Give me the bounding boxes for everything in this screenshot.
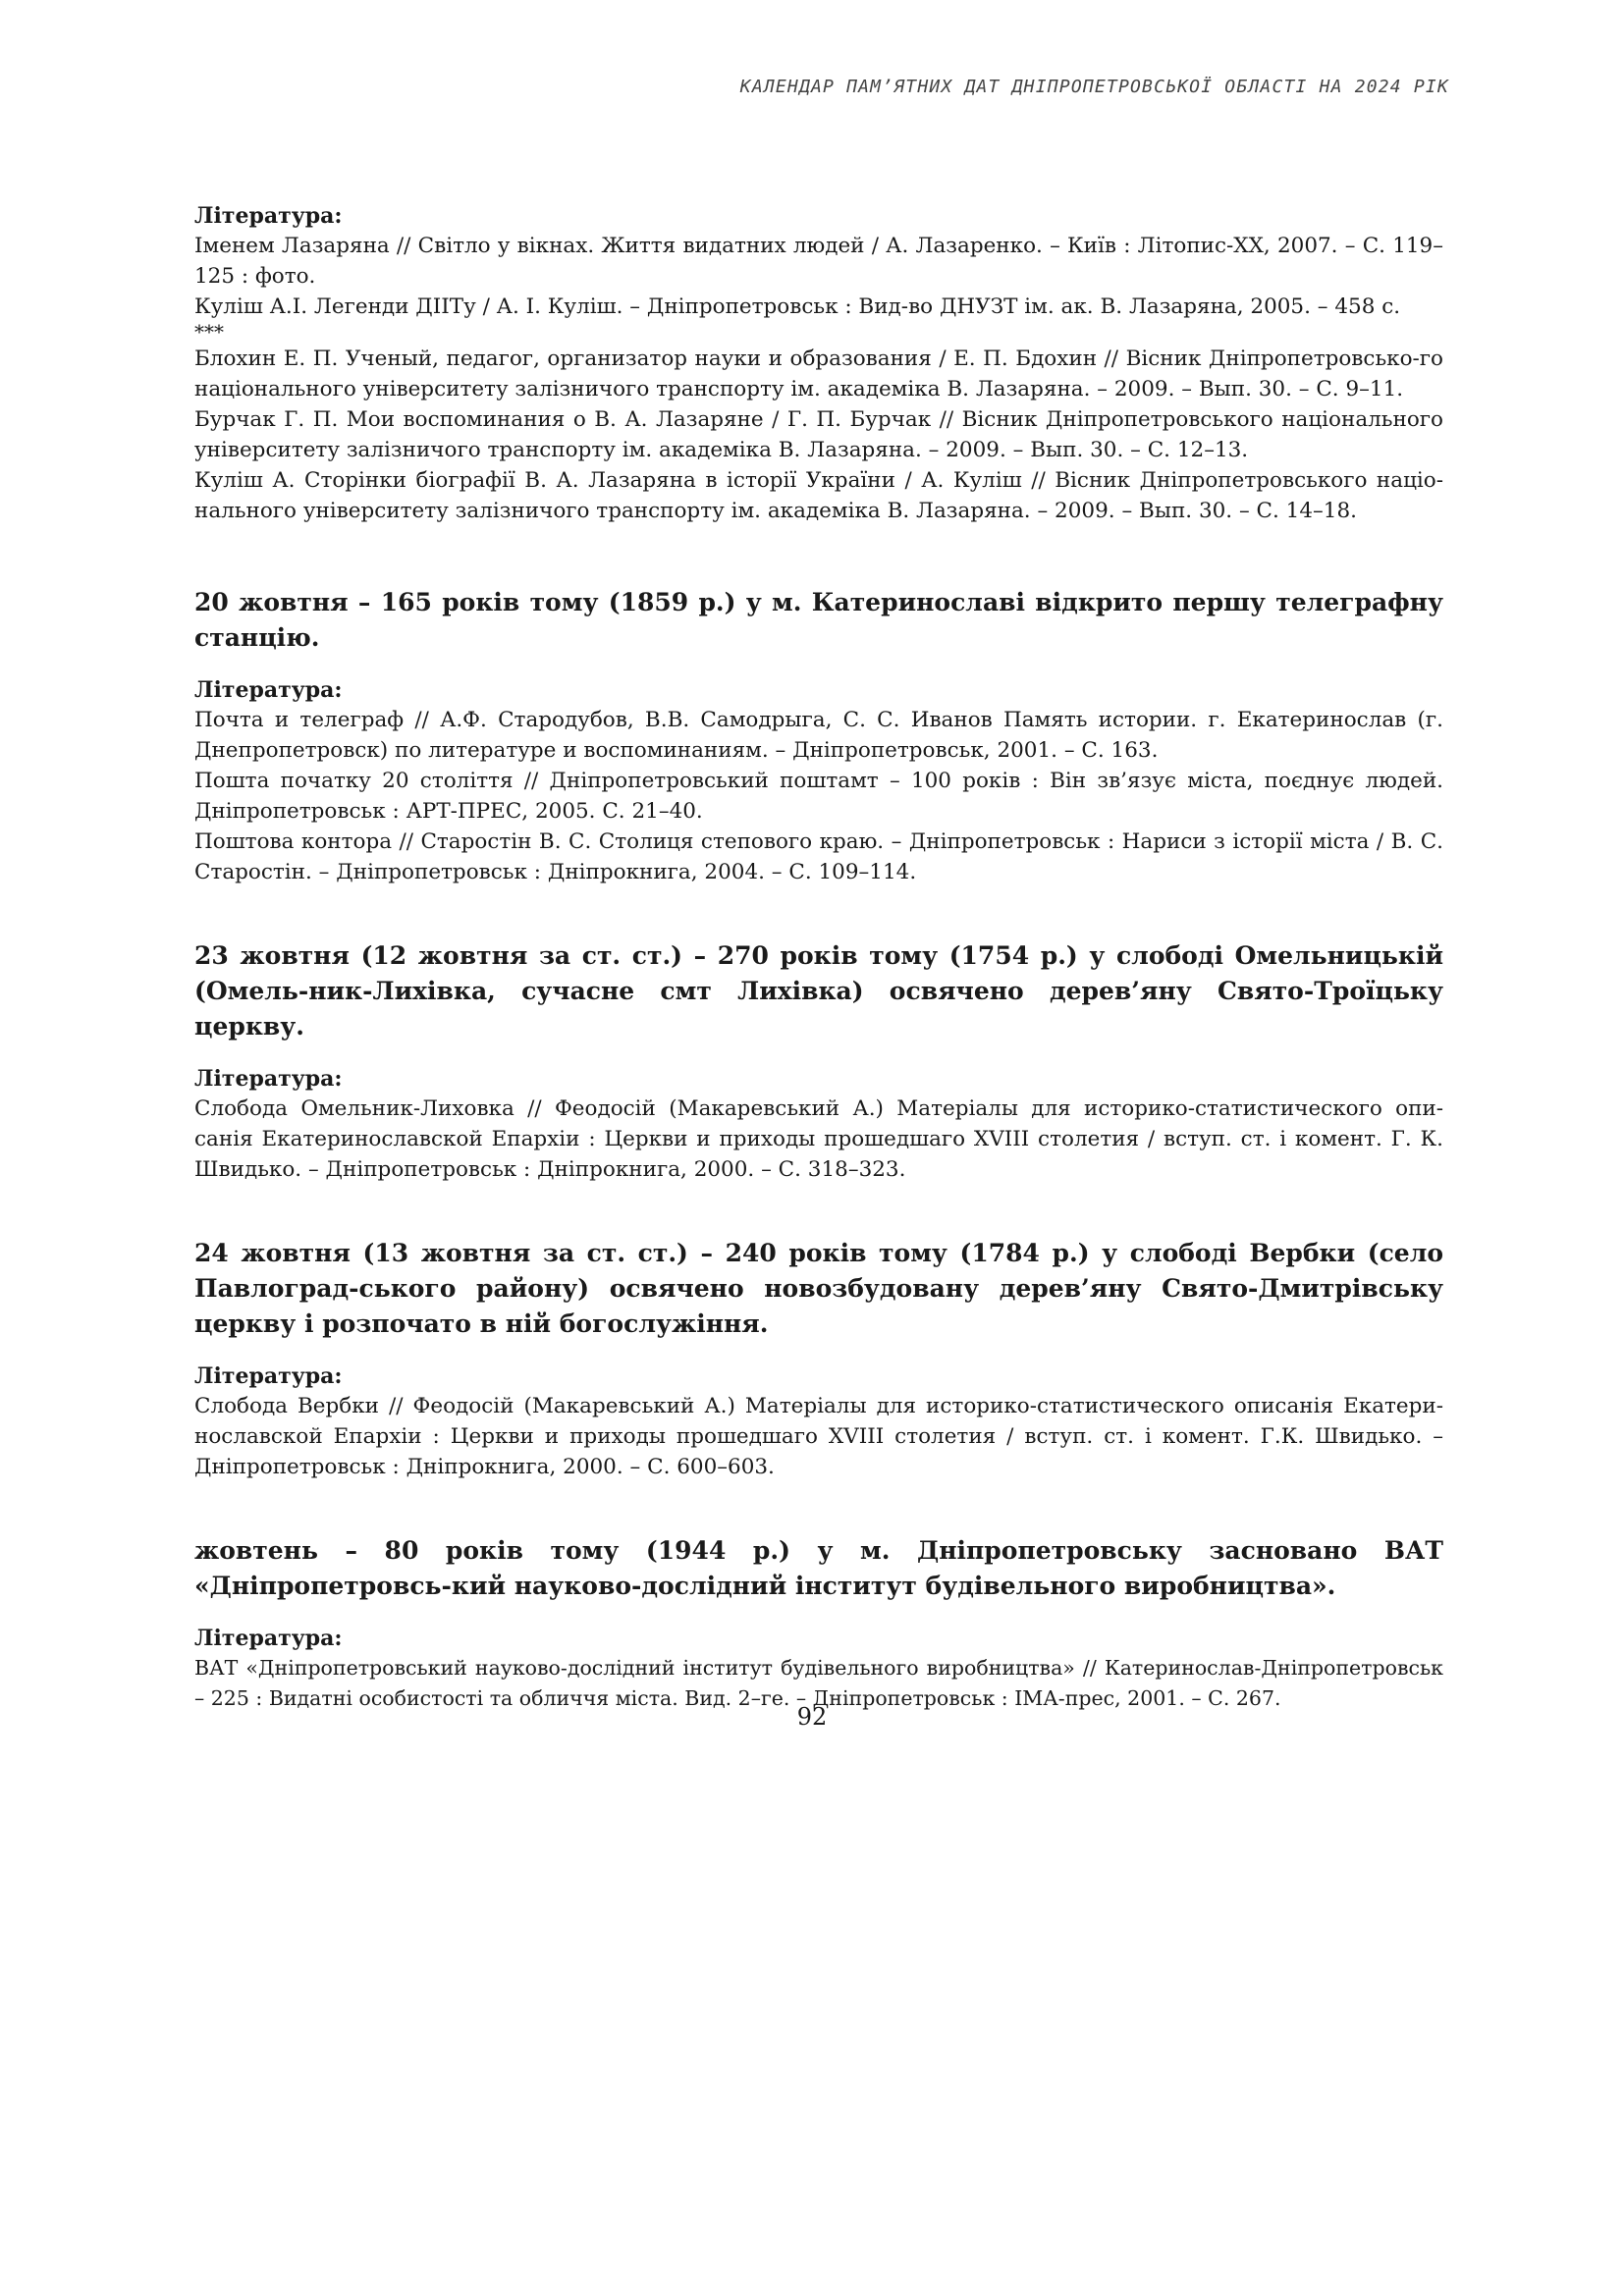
event-title: 20 жовтня – 165 років тому (1859 р.) у м. Катеринославі відкрито першу телеграфну станцію.	[194, 588, 1443, 652]
separator-asterisks: ***	[194, 320, 224, 344]
reference-entry: Слобода Омельник-Лиховка // Феодосій (Макаревський А.) Матеріалы для историко-статистического опи-санія Екатеринославской Епархіи : Церкви и приходы прошедшаго XVIII столетия / вступ. ст. і комент. Г. К. Швидько. – Дніпропетровськ : Дніпрокнига, 2000. – С. 318–323.	[194, 1096, 1443, 1182]
reference-entry: Слобода Вербки // Феодосій (Макаревський А.) Матеріалы для историко-статистического описанія Екатери-нославской Епархіи : Церкви и приходы прошедшаго XVIII столетия / вступ. ст. і комент. Г.К. Швидько. – Дніпропетровськ : Дніпрокнига, 2000. – С. 600–603.	[194, 1394, 1443, 1479]
event-entry	[194, 585, 1443, 887]
literature-label: Література:	[194, 1626, 343, 1651]
running-header: КАЛЕНДАР ПАМ’ЯТНИХ ДАТ ДНІПРОПЕТРОВСЬКОЇ ОБЛАСТІ НА 2024 РІК	[739, 77, 1449, 97]
event-entry	[194, 1236, 1443, 1482]
reference-entry: Блохин Е. П. Ученый, педагог, организатор науки и образования / Е. П. Бдохин // Вісник Дніпропетровсько-го національного університету залізничого транспорту ім. академіка В. Лазаряна. – 2009. – Вып. 30. – С. 9–11.	[194, 347, 1443, 401]
reference-entry: Бурчак Г. П. Мои воспоминания о В. А. Лазаряне / Г. П. Бурчак // Вісник Дніпропетровського національного університету залізничого транспорту ім. академіка В. Лазаряна. – 2009. – Вып. 30. – С. 12–13.	[194, 407, 1443, 462]
reference-entry: Куліш А. Сторінки біографії В. А. Лазаряна в історії України / А. Куліш // Вісник Дніпропетровського націо-нального університету залізничого транспорту ім. академіка В. Лазаряна. – 2009. – Вып. 30. – С. 14–18.	[194, 468, 1443, 523]
page-number: 92	[796, 1703, 828, 1731]
literature-label: Література:	[194, 203, 343, 229]
event-entry	[194, 938, 1443, 1185]
reference-entry: ВАТ «Дніпропетровський науково-дослідний інститут будівельного виробництва» // Катеринослав-Дніпропетровськ – 225 : Видатні особистості та обличчя міста. Вид. 2–ге. – Дніпропетровськ : ІМА-прес, 2001. – С. 267.	[194, 1656, 1443, 1710]
event-title: 23 жовтня (12 жовтня за ст. ст.) – 270 років тому (1754 р.) у слободі Омельницькій (Омель-ник-Лихівка, сучасне смт Лихівка) освячено дерев’яну Свято-Троїцьку церкву.	[194, 941, 1443, 1041]
literature-label: Література:	[194, 1066, 343, 1092]
event-entry	[194, 1533, 1443, 1714]
reference-entry: Іменем Лазаряна // Світло у вікнах. Життя видатних людей / А. Лазаренко. – Київ : Літопис-ХХ, 2007. – С. 119–125 : фото.	[194, 234, 1443, 289]
event-title: 24 жовтня (13 жовтня за ст. ст.) – 240 років тому (1784 р.) у слободі Вербки (село Павлоград-ського району) освячено новозбудовану дерев’яну Свято-Дмитрівську церкву і розпочато в ній богослужіння.	[194, 1239, 1443, 1338]
top-literature-block	[194, 201, 1443, 526]
literature-label: Література:	[194, 677, 343, 703]
literature-label: Література:	[194, 1363, 343, 1389]
reference-entry: Поштова контора // Старостін В. С. Столиця степового краю. – Дніпропетровськ : Нариси з історії міста / В. С. Старостін. – Дніпропетровськ : Дніпрокнига, 2004. – С. 109–114.	[194, 829, 1443, 884]
reference-entry: Пошта початку 20 століття // Дніпропетровський поштамт – 100 років : Він зв’язує міста, поєднує людей. Дніпропетровськ : АРТ-ПРЕС, 2005. С. 21–40.	[194, 769, 1443, 824]
event-title: жовтень – 80 років тому (1944 р.) у м. Дніпропетровську засновано ВАТ «Дніпропетровсь-кий науково-дослідний інститут будівельного виробництва».	[194, 1536, 1443, 1600]
reference-entry: Куліш А.І. Легенди ДІІТу / А. І. Куліш. – Дніпропетровськ : Вид-во ДНУЗТ ім. ак. В. Лазаряна, 2005. – 458 с.	[194, 294, 1401, 319]
page-content	[194, 201, 1443, 1714]
reference-entry: Почта и телеграф // А.Ф. Стародубов, В.В. Самодрыга, С. С. Иванов Память истории. г. Екатеринослав (г. Днепропетровск) по литературе и воспоминаниям. – Дніпропетровськ, 2001. – С. 163.	[194, 708, 1443, 763]
